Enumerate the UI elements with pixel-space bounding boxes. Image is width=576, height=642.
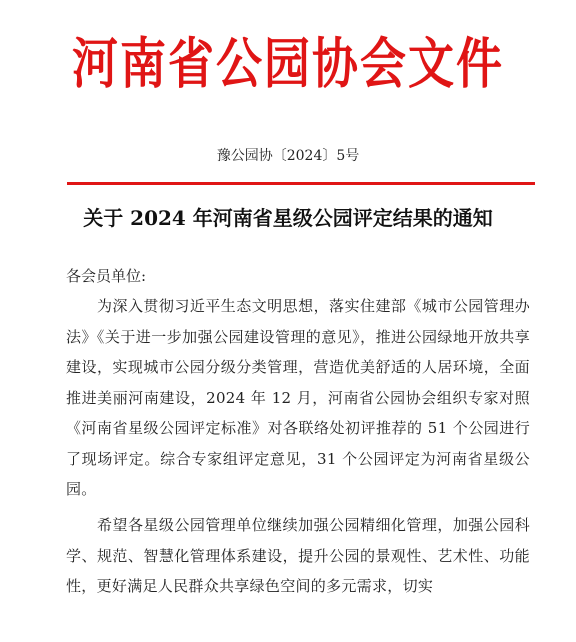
organization-masthead: 河南省公园协会文件 [72, 31, 504, 96]
body-paragraph-1: 为深入贯彻习近平生态文明思想，落实住建部《城市公园管理办法》《关于进一步加强公园建设管理的意见》，推进公园绿地开放共享建设，实现城市公园分级分类管理，营造优美舒适的人居环境，全面推进美丽河南建设，2024 年 12 月，河南省公园协会组织专家对照《河南省星级公园评定标准》对各联络处初评推荐的 51 个公园进行了现场评定。综合专家组评定意见，31 个公园评定为河南省星级公园。 [66, 297, 530, 498]
red-divider-line [67, 182, 535, 185]
body-paragraph-2: 希望各星级公园管理单位继续加强公园精细化管理，加强公园科学、规范、智慧化管理体系建设，提升公园的景观性、艺术性、功能性，更好满足人民群众共享绿色空间的多元需求，切实 [66, 516, 530, 595]
salutation: 各会员单位: [66, 267, 147, 285]
notice-title: 关于 2024 年河南省星级公园评定结果的通知 [83, 206, 493, 230]
document-number: 豫公园协〔2024〕5号 [216, 148, 360, 164]
